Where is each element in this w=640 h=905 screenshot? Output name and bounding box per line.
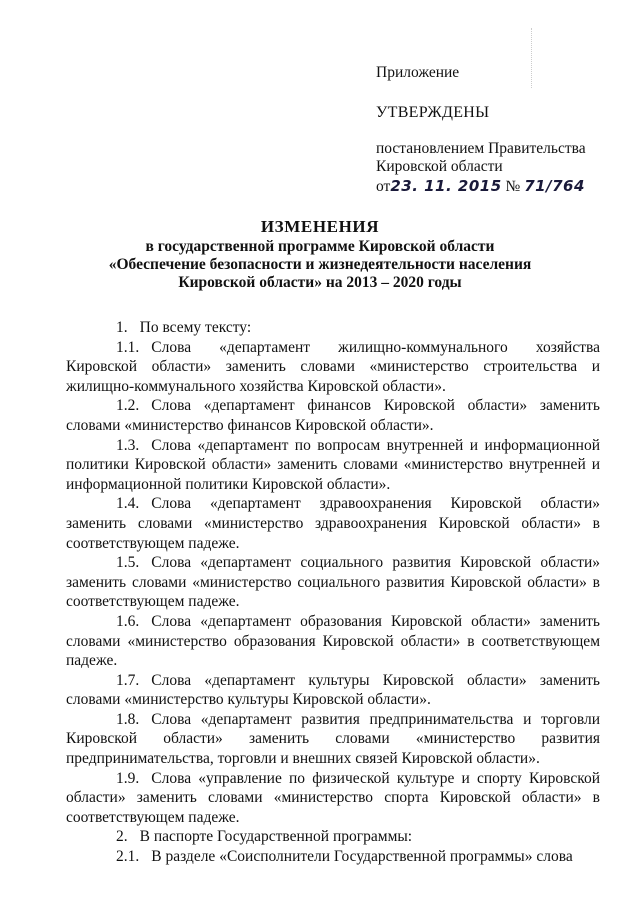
scan-edge-mark <box>530 28 532 88</box>
title-main: ИЗМЕНЕНИЯ <box>260 217 380 236</box>
paragraph-number: 1.5. <box>116 554 140 572</box>
paragraph-1-3 <box>66 436 600 495</box>
paragraph-text: По всему тексту: <box>139 319 252 336</box>
paragraph-number: 1.3. <box>116 436 140 454</box>
date-number-line <box>376 178 585 195</box>
paragraph-2 <box>66 827 600 847</box>
document-title <box>70 218 570 292</box>
paragraph-1-1 <box>66 338 600 397</box>
paragraph-number: 1.6. <box>116 612 140 630</box>
decree-label: постановлением Правительства <box>376 140 586 157</box>
paragraph-2-1 <box>66 847 600 867</box>
paragraph-text: Слова «департамент финансов Кировской области» заменить словами «министерство финансов Кировской области». <box>66 397 600 434</box>
handwritten-number: 71/764 <box>524 177 585 195</box>
paragraph-number: 1.1. <box>116 338 140 356</box>
document-body <box>66 318 600 867</box>
paragraph-1-5 <box>66 553 600 612</box>
paragraph-text: Слова «департамент социального развития Кировской области» заменить словами «министерство социального развития Кировской области» в соответствующем падеже. <box>66 554 600 611</box>
approved-label: УТВЕРЖДЕНЫ <box>376 104 490 121</box>
paragraph-1-2 <box>66 396 600 435</box>
paragraph-number: 1.7. <box>116 671 140 689</box>
number-prefix: № <box>505 178 521 195</box>
paragraph-text: В паспорте Государственной программы: <box>139 828 413 846</box>
paragraph-text: Слова «департамент здравоохранения Кировской области» заменить словами «министерство здравоохранения Кировской области» в соответствующем падеже. <box>66 495 600 552</box>
paragraph-number: 1.8. <box>116 710 140 728</box>
title-line-2: «Обеспечение безопасности и жизнедеятельности населения <box>108 256 532 273</box>
paragraph-1-7 <box>66 671 600 710</box>
appendix-label: Приложение <box>376 64 460 81</box>
paragraph-1-6 <box>66 612 600 671</box>
title-line-1: в государственной программе Кировской области <box>145 238 495 255</box>
date-prefix: от <box>376 178 391 195</box>
paragraph-number: 2. <box>116 828 128 846</box>
paragraph-1-9 <box>66 769 600 828</box>
paragraph-1-4 <box>66 494 600 553</box>
handwritten-date: 23. 11. 2015 <box>390 177 502 195</box>
paragraph-text: В разделе «Соисполнители Государственной программы» слова <box>151 848 573 866</box>
paragraph-text: Слова «департамент развития предпринимательства и торговли Кировской области» заменить словами «министерство развития предпринимательства, торговли и внешних связей Кировской области». <box>66 710 600 768</box>
paragraph-number: 1.9. <box>116 769 140 787</box>
paragraph-number: 2.1. <box>116 848 140 866</box>
paragraph-text: Слова «управление по физической культуре и спорту Кировской области» заменить словами «министерство спорта Кировской области» в соответствующем падеже. <box>66 769 600 826</box>
paragraph-text: Слова «департамент культуры Кировской области» заменить словами «министерство культуры Кировской области». <box>66 671 600 709</box>
paragraph-number: 1. <box>116 319 128 336</box>
paragraph-text: Слова «департамент по вопросам внутренней и информационной политики Кировской области» заменить словами «министерство внутренней и информационной политики Кировской области». <box>66 436 600 493</box>
paragraph-text: Слова «департамент жилищно-коммунального хозяйства Кировской области» заменить словами «министерство строительства и жилищно-коммунального хозяйства Кировской области». <box>66 338 600 395</box>
paragraph-number: 1.2. <box>116 397 140 415</box>
paragraph-number: 1.4. <box>116 495 140 513</box>
paragraph-1-8 <box>66 710 600 769</box>
title-line-3: Кировской области» на 2013 – 2020 годы <box>178 274 462 291</box>
region-label: Кировской области <box>376 158 503 175</box>
paragraph-text: Слова «департамент образования Кировской области» заменить словами «министерство образования Кировской области» в соответствующем падеже. <box>66 612 600 670</box>
paragraph-1 <box>66 318 600 338</box>
